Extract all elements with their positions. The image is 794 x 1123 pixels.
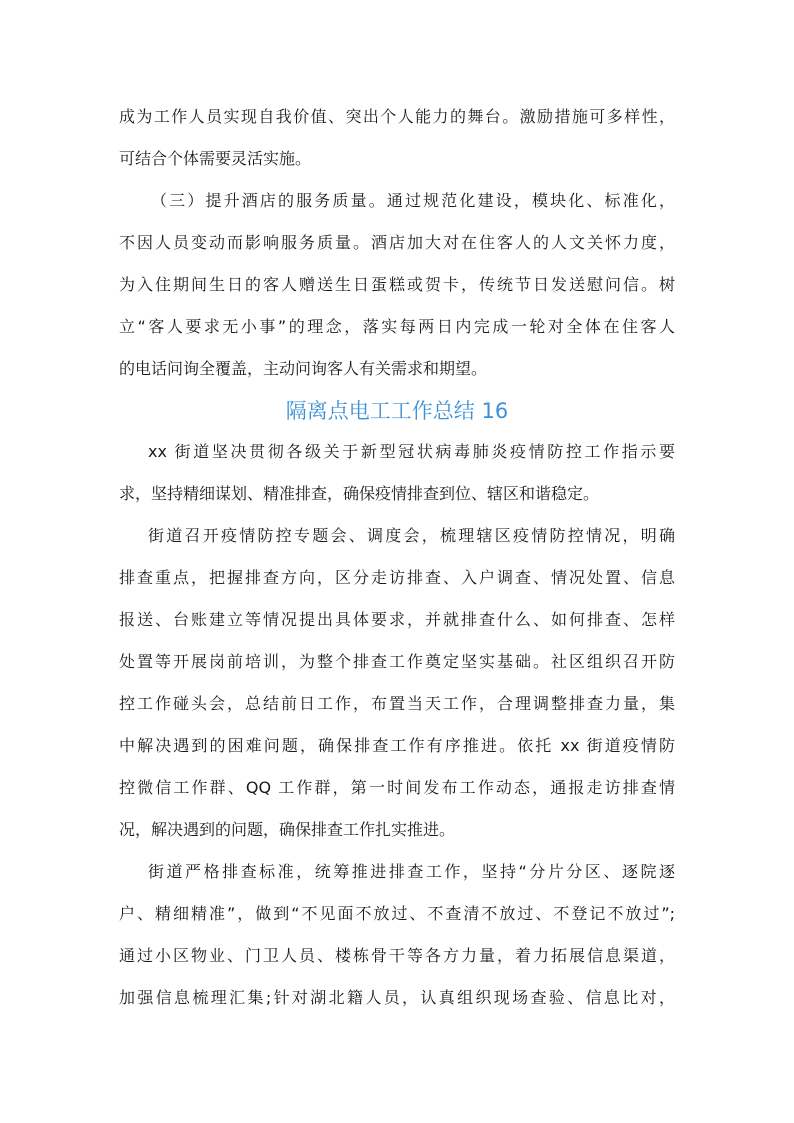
paragraph-line: 成为工作人员实现自我价值、突出个人能力的舞台。激励措施可多样性， <box>119 107 675 126</box>
paragraph-line: xx 街道坚决贯彻各级关于新型冠状病毒肺炎疫情防控工作指示要 <box>148 442 675 461</box>
paragraph-line: 加强信息梳理汇集;针对湖北籍人员，认真组织现场查验、信息比对， <box>119 988 675 1007</box>
paragraph-line: 排查重点，把握排查方向，区分走访排查、入户调查、情况处置、信息 <box>119 568 675 587</box>
paragraph-line: 为入住期间生日的客人赠送生日蛋糕或贺卡，传统节日发送慰问信。树 <box>119 275 675 294</box>
paragraph-line: 街道召开疫情防控专题会、调度会，梳理辖区疫情防控情况，明确 <box>148 526 675 545</box>
paragraph-line: 通过小区物业、门卫人员、楼栋骨干等各方力量，着力拓展信息渠道， <box>119 946 675 965</box>
paragraph-line: （三）提升酒店的服务质量。通过规范化建设，模块化、标准化， <box>151 191 675 210</box>
paragraph-line: 控微信工作群、QQ 工作群，第一时间发布工作动态，通报走访排查情 <box>119 778 675 797</box>
paragraph-line: 可结合个体需要灵活实施。 <box>119 149 312 168</box>
paragraph-line: 户、精细精准”，做到“不见面不放过、不查清不放过、不登记不放过”; <box>119 904 675 923</box>
paragraph-line: 立“客人要求无小事”的理念，落实每两日内完成一轮对全体在住客人 <box>119 317 675 336</box>
paragraph-line: 况，解决遇到的问题，确保排查工作扎实推进。 <box>119 820 456 839</box>
paragraph-line: 不因人员变动而影响服务质量。酒店加大对在住客人的人文关怀力度， <box>119 233 675 252</box>
paragraph-line: 的电话问询全覆盖，主动问询客人有关需求和期望。 <box>119 359 488 378</box>
paragraph-line: 求，坚持精细谋划、精准排查，确保疫情排查到位、辖区和谐稳定。 <box>119 484 600 503</box>
paragraph-line: 报送、台账建立等情况提出具体要求，并就排查什么、如何排查、怎样 <box>119 610 675 629</box>
section-heading: 隔离点电工工作总结 16 <box>285 399 509 423</box>
paragraph-line: 处置等开展岗前培训，为整个排查工作奠定坚实基础。社区组织召开防 <box>119 652 675 671</box>
paragraph-line: 中解决遇到的困难问题，确保排查工作有序推进。依托 xx 街道疫情防 <box>119 736 675 755</box>
paragraph-line: 控工作碰头会，总结前日工作，布置当天工作，合理调整排查力量，集 <box>119 694 675 713</box>
paragraph-line: 街道严格排查标准，统筹推进排查工作，坚持“分片分区、逐院逐 <box>148 862 675 881</box>
